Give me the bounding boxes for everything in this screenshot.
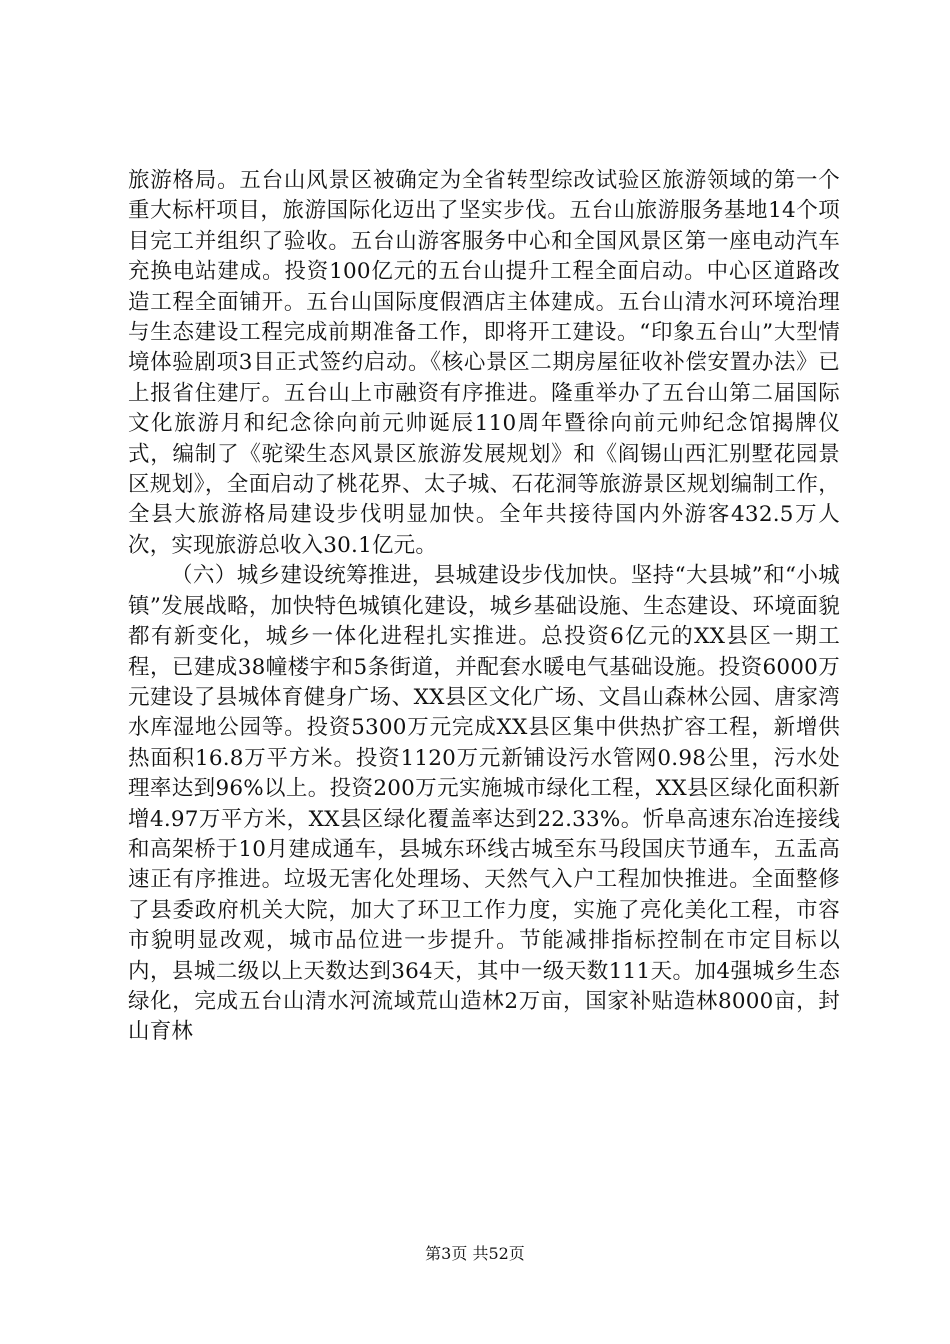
page-number-label: 第3页 共52页	[425, 1244, 525, 1263]
paragraph-tourism: 旅游格局。五台山风景区被确定为全省转型综改试验区旅游领域的第一个重大标杆项目，旅游国际化迈出了坚实步伐。五台山旅游服务基地14个项目完工并组织了验收。五台山游客服务中心和全国风景区第一座电动汽车充换电站建成。投资100亿元的五台山提升工程全面启动。中心区道路改造工程全面铺开。五台山国际度假酒店主体建成。五台山清水河环境治理与生态建设工程完成前期准备工作，即将开工建设。“印象五台山”大型情境体验剧项3目正式签约启动。《核心景区二期房屋征收补偿安置办法》已上报省住建厅。五台山上市融资有序推进。隆重举办了五台山第二届国际文化旅游月和纪念徐向前元帅诞辰110周年暨徐向前元帅纪念馆揭牌仪式，编制了《驼梁生态风景区旅游发展规划》和《阎锡山西汇别墅花园景区规划》，全面启动了桃花界、太子城、石花洞等旅游景区规划编制工作，全县大旅游格局建设步伐明显加快。全年共接待国内外游客432.5万人次，实现旅游总收入30.1亿元。	[128, 168, 840, 558]
paragraph-urban-rural-construction: （六）城乡建设统筹推进，县城建设步伐加快。坚持“大县城”和“小城镇”发展战略，加快特色城镇化建设，城乡基础设施、生态建设、环境面貌都有新变化，城乡一体化进程扎实推进。总投资6亿元的XX县区一期工程，已建成38幢楼宇和5条街道，并配套水暖电气基础设施。投资6000万元建设了县城体育健身广场、XX县区文化广场、文昌山森林公园、唐家湾水库湿地公园等。投资5300万元完成XX县区集中供热扩容工程，新增供热面积16.8万平方米。投资1120万元新铺设污水管网0.98公里，污水处理率达到96%以上。投资200万元实施城市绿化工程，XX县区绿化面积新增4.97万平方米，XX县区绿化覆盖率达到22.33%。忻阜高速东冶连接线和高架桥于10月建成通车，县城东环线古城至东马段国庆节通车，五盂高速正有序推进。垃圾无害化处理场、天然气入户工程加快推进。全面整修了县委政府机关大院，加大了环卫工作力度，实施了亮化美化工程，市容市貌明显改观，城市品位进一步提升。节能减排指标控制在市定目标以内，县城二级以上天数达到364天，其中一级天数111天。加4强城乡生态绿化，完成五台山清水河流域荒山造林2万亩，国家补贴造林8000亩，封山育林	[128, 563, 840, 1045]
document-body	[128, 166, 840, 1048]
page-footer	[0, 1244, 950, 1264]
